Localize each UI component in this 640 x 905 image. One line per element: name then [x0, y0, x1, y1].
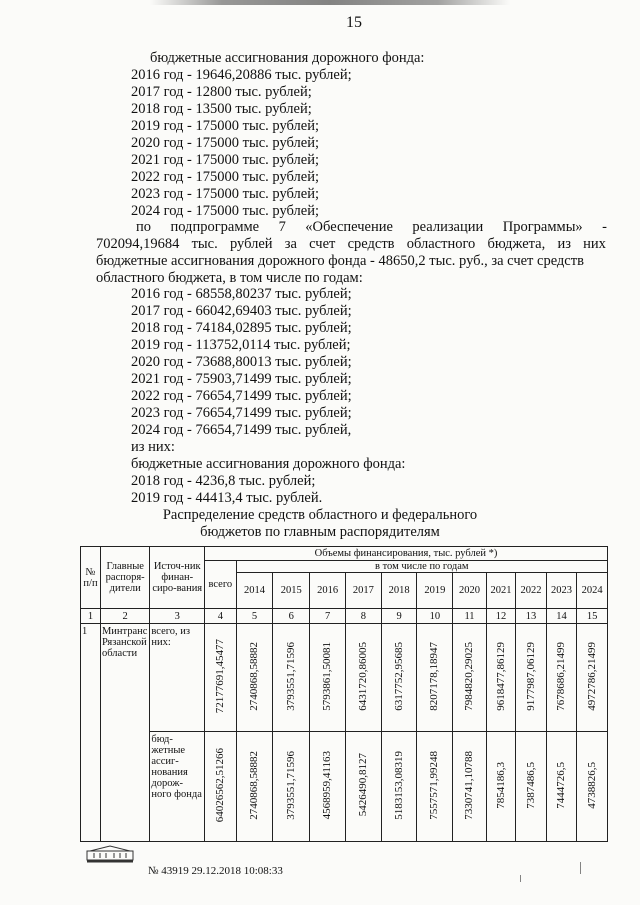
value-cell	[417, 732, 453, 842]
value: 3793551,71596	[284, 750, 297, 820]
column-number: 5	[236, 609, 273, 624]
header-manager: Главные распоря-дители	[100, 547, 149, 609]
value-cell	[486, 732, 515, 842]
text-line: 2017 год - 66042,69403 тыс. рублей;	[131, 303, 352, 319]
value: 7330741,10788	[463, 750, 475, 820]
value-cell	[273, 624, 310, 732]
scan-top-edge	[150, 0, 510, 5]
manager-name: Минтранс Рязанской области	[100, 624, 149, 842]
column-number: 9	[381, 609, 417, 624]
text-line: 2018 год - 4236,8 тыс. рублей;	[131, 473, 316, 489]
value: 7854186,3	[494, 761, 507, 809]
value-cell	[577, 624, 608, 732]
column-number: 3	[150, 609, 205, 624]
value: 4972786,21499	[585, 641, 598, 711]
column-number: 4	[205, 609, 237, 624]
value: 5793861,50081	[321, 641, 334, 711]
column-number: 15	[577, 609, 608, 624]
table-heading: бюджетов по главным распорядителям	[200, 524, 440, 540]
value: 5183153,08319	[392, 750, 405, 820]
text-line: 2024 год - 175000 тыс. рублей;	[131, 203, 319, 219]
value-cell	[236, 732, 273, 842]
value-cell	[577, 732, 608, 842]
table-heading: Распределение средств областного и федерального	[162, 507, 478, 523]
year-header: 2020	[453, 573, 487, 609]
column-number: 1	[81, 609, 101, 624]
value: 2740868,58882	[247, 750, 260, 820]
column-number: 6	[273, 609, 310, 624]
value-cell	[516, 732, 546, 842]
value: 6317752,95685	[392, 641, 405, 711]
value: 3793551,71596	[284, 641, 297, 711]
year-header: 2014	[236, 573, 273, 609]
value: 7984820,29025	[463, 641, 475, 711]
value: 4738826,5	[585, 761, 598, 809]
header-by-years: в том числе по годам	[236, 561, 607, 573]
column-number: 14	[546, 609, 576, 624]
text-line: 2019 год - 44413,4 тыс. рублей.	[131, 490, 323, 506]
source-road-fund: бюд-жетные ассиг-нования дорож-ного фонда	[150, 732, 205, 842]
year-header: 2022	[516, 573, 546, 609]
value: 9177987,06129	[524, 641, 537, 711]
text-line: 2017 год - 12800 тыс. рублей;	[131, 84, 312, 100]
column-number: 12	[486, 609, 515, 624]
text-line: бюджетные ассигнования дорожного фонда:	[150, 50, 425, 66]
text-line: 2021 год - 175000 тыс. рублей;	[131, 152, 319, 168]
value-cell	[417, 624, 453, 732]
value: 8207178,18947	[428, 641, 441, 711]
row-number: 1	[81, 624, 101, 842]
text-line: 2020 год - 175000 тыс. рублей;	[131, 135, 319, 151]
text-line: 2021 год - 75903,71499 тыс. рублей;	[131, 371, 352, 387]
value-cell	[236, 624, 273, 732]
source-total: всего, из них:	[150, 624, 205, 732]
value-cell	[381, 732, 417, 842]
header-num: № п/п	[81, 547, 101, 609]
column-number: 2	[100, 609, 149, 624]
value: 64026562,51266	[213, 747, 226, 823]
text-line: 2016 год - 68558,80237 тыс. рублей;	[131, 286, 352, 302]
text-line: 2019 год - 113752,0114 тыс. рублей;	[131, 337, 351, 353]
value: 7444726,5	[554, 761, 567, 809]
paragraph-line: по подпрограмме 7 «Обеспечение реализации Программы» -	[136, 219, 607, 235]
registry-logo	[86, 845, 134, 863]
value: 5426490,8127	[356, 753, 369, 817]
value: 7678686,21499	[554, 641, 567, 711]
column-number: 7	[310, 609, 346, 624]
year-header: 2018	[381, 573, 417, 609]
value: 2740868,58882	[247, 641, 260, 711]
header-volumes: Объемы финансирования, тыс. рублей *)	[205, 547, 608, 561]
year-header: 2023	[546, 573, 576, 609]
value-cell	[453, 732, 487, 842]
value-cell	[310, 732, 346, 842]
value-cell	[205, 732, 237, 842]
year-header: 2017	[345, 573, 381, 609]
value-cell	[546, 624, 576, 732]
column-number: 8	[345, 609, 381, 624]
text-line: 2016 год - 19646,20886 тыс. рублей;	[131, 67, 352, 83]
value: 6431720,86005	[356, 641, 369, 711]
paragraph-line: бюджетные ассигнования дорожного фонда - 48650,2 тыс. руб., за счет средств	[96, 253, 584, 269]
value-cell	[381, 624, 417, 732]
year-header: 2016	[310, 573, 346, 609]
year-header: 2015	[273, 573, 310, 609]
value: 4568959,41163	[321, 750, 334, 820]
year-header: 2021	[486, 573, 515, 609]
value: 7557571,99248	[428, 750, 441, 820]
value: 72177691,45477	[213, 638, 226, 714]
year-header: 2019	[417, 573, 453, 609]
text-line: 2018 год - 13500 тыс. рублей;	[131, 101, 312, 117]
value-cell	[205, 624, 237, 732]
paragraph-line: 702094,19684 тыс. рублей за счет средств областного бюджета, из них	[96, 236, 606, 252]
value-cell	[310, 624, 346, 732]
scan-mark	[580, 862, 581, 874]
text-line: 2019 год - 175000 тыс. рублей;	[131, 118, 319, 134]
value-cell	[486, 624, 515, 732]
text-line: 2020 год - 73688,80013 тыс. рублей;	[131, 354, 352, 370]
distribution-table	[80, 546, 608, 842]
column-number: 11	[453, 609, 487, 624]
value-cell	[345, 732, 381, 842]
registration-stamp: № 43919 29.12.2018 10:08:33	[148, 865, 283, 877]
header-total: всего	[205, 561, 237, 609]
text-line: из них:	[131, 439, 175, 455]
page-number: 15	[346, 14, 362, 31]
value-cell	[546, 732, 576, 842]
text-line: 2023 год - 76654,71499 тыс. рублей;	[131, 405, 352, 421]
header-source: Источ-ник финан-сиро-вания	[150, 547, 205, 609]
text-line: 2018 год - 74184,02895 тыс. рублей;	[131, 320, 352, 336]
value-cell	[453, 624, 487, 732]
year-header: 2024	[577, 573, 608, 609]
text-line: 2023 год - 175000 тыс. рублей;	[131, 186, 319, 202]
value: 7387486,5	[524, 761, 537, 809]
value-cell	[516, 624, 546, 732]
text-line: 2022 год - 175000 тыс. рублей;	[131, 169, 319, 185]
paragraph-line: областного бюджета, в том числе по годам:	[96, 270, 363, 286]
scan-mark	[520, 875, 521, 882]
value: 9618477,86129	[494, 641, 507, 711]
text-line: бюджетные ассигнования дорожного фонда:	[131, 456, 406, 472]
text-line: 2022 год - 76654,71499 тыс. рублей;	[131, 388, 352, 404]
text-line: 2024 год - 76654,71499 тыс. рублей,	[131, 422, 352, 438]
column-number: 13	[516, 609, 546, 624]
value-cell	[345, 624, 381, 732]
column-number: 10	[417, 609, 453, 624]
value-cell	[273, 732, 310, 842]
